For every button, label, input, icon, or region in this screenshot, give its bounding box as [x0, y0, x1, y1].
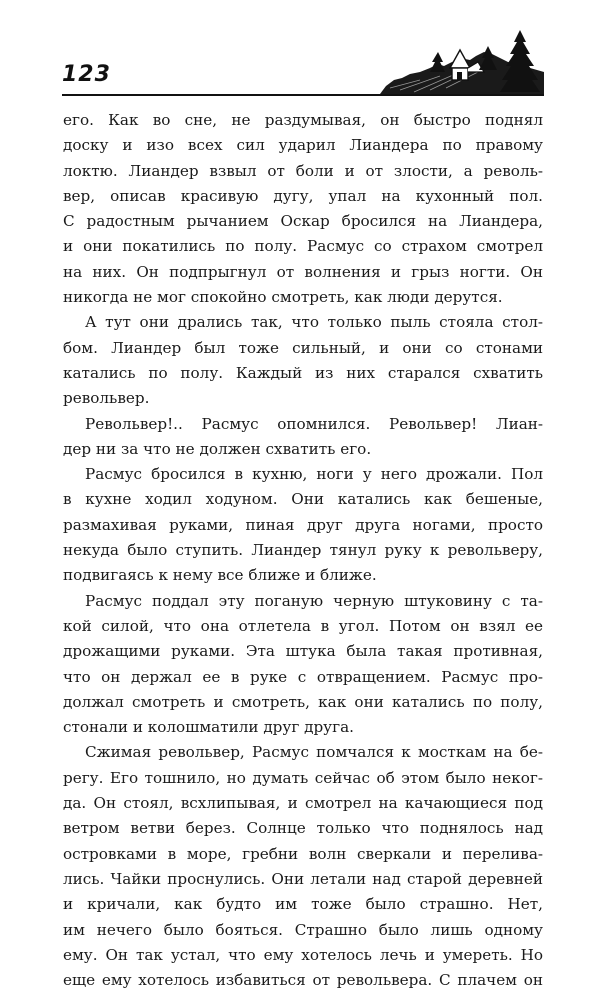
paragraph	[63, 108, 543, 310]
text-line: размахивая руками, пиная друг друга ногами, просто	[63, 515, 543, 534]
header-rule	[62, 94, 544, 96]
text-line: и кричали, как будто им тоже было страшно. Нет,	[63, 895, 543, 914]
text-line: должал смотреть и смотреть, как они катались по полу,	[63, 692, 543, 711]
text-line: в кухне ходил ходуном. Они катались как бешеные,	[63, 490, 543, 509]
text-line: локтю. Лиандер взвыл от боли и от злости, а револь-	[63, 161, 543, 180]
text-line: ветром ветви берез. Солнце только что поднялось над	[63, 819, 543, 838]
text-line: и они покатились по полу. Расмус со страхом смотрел	[63, 237, 543, 256]
text-line: А тут они дрались так, что только пыль стояла стол-	[85, 313, 543, 332]
text-line: на них. Он подпрыгнул от волнения и грыз ногти. Он	[63, 262, 543, 281]
text-line: Револьвер!.. Расмус опомнился. Револьвер! Лиан-	[85, 414, 543, 433]
text-line: им нечего было бояться. Страшно было лишь одному	[63, 920, 543, 939]
text-line: регу. Его тошнило, но думать сейчас об этом было неког-	[63, 768, 543, 787]
text-line: дрожащими руками. Эта штука была такая противная,	[63, 642, 543, 661]
text-line: никогда не мог спокойно смотреть, как люди дерутся.	[63, 288, 503, 307]
text-line: доску и изо всех сил ударил Лиандера по правому	[63, 136, 543, 155]
body-text	[63, 108, 543, 993]
text-line: Расмус бросился в кухню, ноги у него дрожали. Пол	[85, 465, 543, 484]
paragraph	[63, 740, 543, 993]
text-line: да. Он стоял, всхлипывая, и смотрел на качающиеся под	[63, 794, 543, 813]
running-header	[62, 28, 544, 98]
text-line: дер ни за что не должен схватить его.	[63, 439, 372, 458]
text-line: бом. Лиандер был тоже сильный, и они со стонами	[63, 338, 543, 357]
paragraph	[63, 310, 543, 411]
text-line: что он держал ее в руке с отвращением. Расмус про-	[63, 667, 543, 686]
text-line: его. Как во сне, не раздумывая, он быстро поднял	[63, 111, 543, 129]
text-line: подвигаясь к нему все ближе и ближе.	[63, 566, 377, 585]
text-line: Расмус поддал эту поганую черную штуковину с та-	[85, 591, 543, 610]
text-line: островками в море, гребни волн сверкали и перелива-	[63, 844, 543, 863]
text-line: ему. Он так устал, что ему хотелось лечь и умереть. Но	[63, 945, 543, 964]
text-line: вер, описав красивую дугу, упал на кухонный пол.	[63, 186, 543, 205]
text-line: катались по полу. Каждый из них старался схватить	[63, 363, 543, 382]
paragraph	[63, 462, 543, 588]
text-line: еще ему хотелось избавиться от револьвера. С плачем он	[63, 971, 543, 990]
text-line: С радостным рычанием Оскар бросился на Лиандера,	[63, 212, 543, 231]
paragraph	[63, 412, 543, 463]
text-line: лись. Чайки проснулись. Они летали над старой деревней	[63, 869, 543, 888]
text-line: Сжимая револьвер, Расмус помчался к мосткам на бе-	[85, 743, 543, 762]
page-number: 123	[62, 62, 111, 87]
text-line: револьвер.	[63, 389, 150, 408]
text-line: стонали и колошматили друг друга.	[63, 718, 354, 737]
text-line: кой силой, что она отлетела в угол. Потом он взял ее	[63, 616, 543, 635]
paragraph	[63, 589, 543, 741]
text-line: некуда было ступить. Лиандер тянул руку к револьверу,	[63, 541, 543, 560]
forest-cottage-vignette-icon	[380, 28, 544, 96]
